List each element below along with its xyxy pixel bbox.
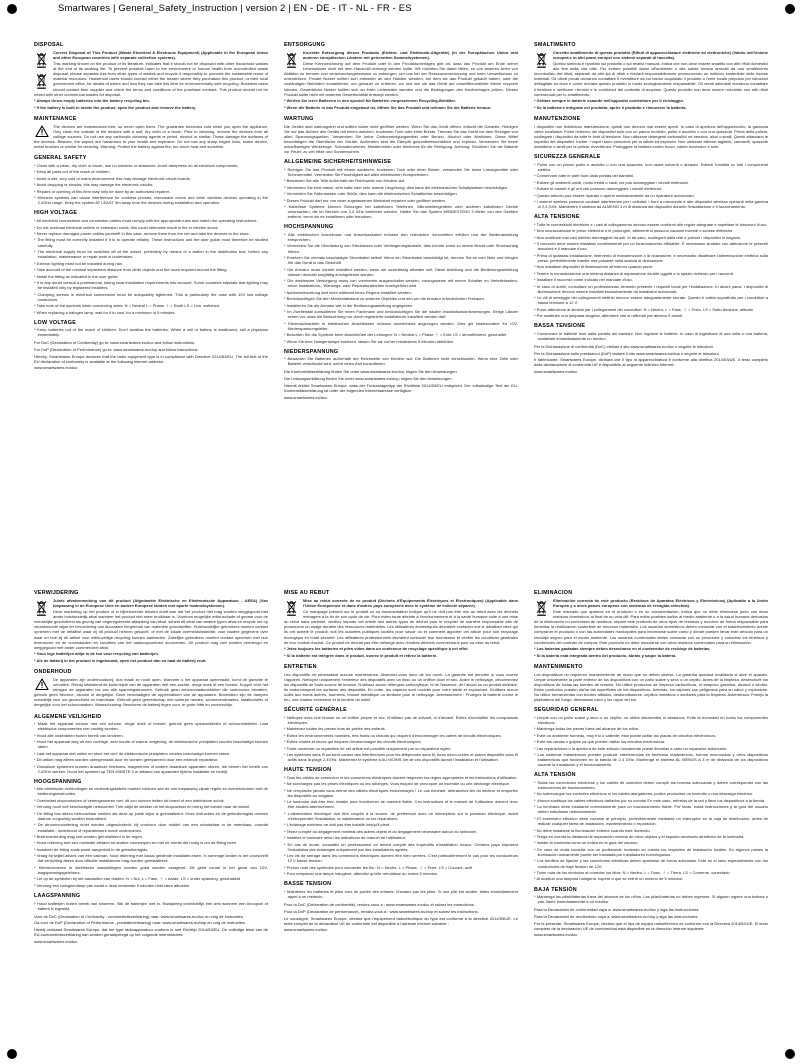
bullet-item: * Vervang een halogeenlamp pas nadat u deze tenminste 5 minuten hebt laten afkoelen. (34, 882, 191, 888)
note-line: * Se la batteria è integrata nel prodotto, aprire il prodotto e rimuovere la batteria. (534, 104, 687, 110)
bullet-item: * Non sostituire mai cavi elettrici danneggiati da soli. In tal caso, scollegarli dalla rete e portare i dispositivi in negozio. (534, 234, 742, 240)
body-paragraph: Questo simbolo è riportato sul prodotto o sui relativi manuali, indica che non deve essere smaltito con altri rifiuti domestici alla fine della vita utile. Per evitare possibili danni all'ambiente o alla salute umana arrecati da uno smaltimento incontrollato dei rifiuti, separarli da altri tipi di rifiuti e riciclarli responsabilmente promuovendo un riutilizzo sostenibile delle risorse materiali. Gli utenti privati dovranno contattare il rivenditore da cui hanno acquistato il prodotto o l'ente locale preposto per istruzioni dettagliate su dove e come riciclare questo prodotto in modo ecologicamente responsabile. Gli utenti aziendali dovranno contattare il fornitore e verificare i termini e le condizioni del contratto di acquisto. Questo prodotto non deve essere mischiato con altri rifiuti commerciali per lo smaltimento. (534, 61, 768, 97)
doc-url: www.smartwares.eu/doc (284, 394, 328, 400)
note-line: * Als de batterij in het product is ingebouwd, open het product dan en haal de batterij eruit. (34, 657, 207, 663)
bullet-item: * Per sostituire una lampada alogena, attendere che si raffreddi per almeno 5 minuti. (534, 313, 684, 319)
section-content-mantenimiento (534, 672, 768, 702)
section-title-hochspannung: HOCHSPANNUNG (284, 224, 334, 231)
footer-line: Para la Declaración de rendimiento vaya a: www.smartwares.eu/dop y siga las instrucciones. (534, 913, 699, 919)
bullet-item: * Do not overload electrical outlets or extension cords; this could otherwise result in fire or electric shock. (34, 224, 219, 230)
body-paragraph: The devices are maintenance-free, so never open them. The guarantee becomes void when you open the appliance. Only clean the outside of the devices with a soft, dry cloth or a brush. Prior to cleaning, remove the devices from all voltage sources. Do not use any carboxylic cleaning agents or petrol, alcohol or similar. These damage the surfaces of the devices. Besides, the vapors are hazardous to your health and explosive. Do not use any sharp edged tools, screw drivers, metal brushes or similar for cleaning. Warning: Protect the battery against fire, too much heat and sunshine. (34, 123, 268, 149)
bullet-item: * Vervang nooit zelf beschadigde netsnoeren! Trek altijd de stekker uit het stopcontact en breng het toestel naar de winkel. (34, 804, 251, 810)
section-title-maintenance: MAINTENANCE (34, 116, 77, 123)
bullet-item: * Ersetzen Sie niemals beschädigte Stromkabel selbst! Wenn ein Stromkabel beschädigt ist, trennen Sie es vom Netz und bringen Sie das Gerät in das Geschäft. (284, 255, 518, 266)
bullet-item: * Berücksichtigen Sie den Mindestabstand zu anderen Objekten und den um die Armatur erforderlichen Freiraum. (284, 296, 485, 302)
bullet-item: * Klemschroeven in elektrische aansluitingen moeten goed worden vastgezet. Dit geldt vooral in het geval van 12V-laagspanningsgeleiders. (34, 864, 268, 875)
doc-url: www.smartwares.eu/doc (34, 365, 78, 371)
footer-line: Pour la DoP (Déclaration de performance), rendez-vous à : www.smartwares.eu/dop et suivez les instructions. (284, 908, 479, 914)
section-content-niederspannung (284, 356, 518, 366)
section-content-mise-au-rebut (284, 598, 518, 659)
bullet-item: * Laat het apparaat niet vallen en stoot het niet; de elektronische printplaten zouden beschadigd kunnen raken. (34, 750, 231, 756)
bullet-item: * En cas de doute, consultez un professionnel en tenant compte des impératifs d'installation locaux. Certains pays imposent l'installation des éclairages uniquement par des installateurs agréés. (284, 841, 518, 852)
section-content-basse-tension (284, 889, 518, 899)
icon-stack (34, 678, 49, 691)
section-title-onderhoud: ONDERHOUD (34, 669, 72, 676)
doc-url: www.smartwares.eu/doc (284, 927, 328, 933)
section-title-s-curit-g-n-rale: SÉCURITÉ GÉNÉRALE (284, 707, 347, 714)
bullet-item: * Draadloze systemen kunnen draadloze telefoons, magnetrons of andere draadloze apparaten storen, die binnen het bereik van 2,4GHz werken. Houd het systeem op TEN MINSTE 3 m afstand van apparaten tijdens installatie en bedrijf. (34, 763, 268, 774)
section-title-basse-tension: BASSE TENSION (284, 881, 332, 888)
footer-line: For DoP (Declaration of Performance) go to: www.smartwares.eu/dop and follow instructions. (34, 347, 199, 353)
registration-mark-top-right (785, 4, 795, 14)
bullet-item: * Pulire con un panno pulito e asciutto o con una spazzola, non usare solventi o abrasivi. Evitare l'umidità su tutti i componenti elettrici. (534, 161, 768, 172)
body-paragraph: Los dispositivos no requieren mantenimiento de modo que no deben abrirse. La garantía quedará invalidada si abre el aparato. Limpie únicamente la parte exterior de los dispositivos con un paño suave y seco o un cepillo. Antes de la limpieza, desenchufe los dispositivos de todas las fuentes de tensión. No utilice productos de limpieza carboxílicos, ni tampoco gasolina, alcohol o similar. Estos productos pueden dañar las superficies de los dispositivos. Además, los vapores son peligrosos para su salud y explosivos. No utilice herramientas con bordes afilados, destornilladores, cepillos metálicos o similares para la limpieza. Advertencia: Proteja la pila/batería del fuego, demasiado calor y los rayos del sol. (534, 671, 768, 702)
body-paragraph: I dispositivi non richiedono manutenzione, quindi non devono mai essere aperti. In caso di apertura dell'apparecchio, la garanzia viene invalidata. Pulire l'esterno dei dispositivi solo con un panno morbido, pulito e asciutto o con una spazzola. Prima della pulizia, scollegare i dispositivi da tutte le fonti di tensione. Non utilizzare detergenti carbossilici né benzina, alcol o simili. Questi attaccano le superfici dei dispositivi. Inoltre, i vapori sono pericolosi per la salute ed esplosivi. Non utilizzare attrezzi taglienti, cacciaviti, spazzole metalliche o simili per la pulizia. Avvertenza: Proteggere la batteria contro fuoco, calore eccessivo e sole. (534, 123, 768, 149)
bullet-item: * When replacing a halogen lamp, wait for it to cool, for a minimum of 5 minutes. (34, 309, 176, 315)
section-content-smaltimento (534, 50, 768, 111)
bullet-item: * The electrical supply must be switched off at the outset, preferably by means of a switch in the distribution box, before any installation, maintenance or repair work is undertaken. (34, 249, 268, 260)
bullet-item: * If in any doubt consult a professional, taking local installation requirements into account. Some countries stipulate that lighting may be installed only by registered installers. (34, 279, 268, 291)
bullet-item: * La luminaria debe instalarse correctamente para un funcionamiento fiable. Por tanto, estas instrucciones y la guía del usuario deben estudiarse detenidamente. (534, 804, 768, 815)
section-content-maintenance (34, 124, 268, 151)
footer-line: Pour la DoC (Déclaration de conformité), rendez-vous à : www.smartwares.eu/doc et suivez les instructions. (284, 902, 475, 908)
lead-paragraph: Correct Disposal of This Product (Waste Electrical & Electronic Equipment) (Applicable in the European Union and other European countries with separate collection systems). (53, 49, 268, 60)
bullet-item: * Bewahren Sie Batterien außerhalb der Reichweite von Kindern auf. Die Batterien nicht verschlucken. Wenn eine Zelle oder Batterie verschluckt wird, sofort einen Arzt konsultieren. (284, 356, 518, 367)
icon-stack (34, 51, 49, 90)
weee-bin-icon (535, 599, 548, 617)
bullet-item: * Ne remplacez jamais vous-même des câbles électriques endommagés ! Le cas échéant, débranchez-les du secteur et emportez les dispositifs au magasin. (284, 787, 518, 798)
bullet-item: * Tenere in considerazione una minima distanza di separazione da altri oggetti e lo spazio richiesto per i raccordi. (534, 270, 734, 276)
section-title-alta-tensione: ALTA TENSIONE (534, 214, 580, 221)
bullet-item: * Wireless systems can cause interference for cordless phones, microwave ovens and other wireless devices operating in the 2.4GHz range. Keep the system AT LEAST 3m away from the devices during installation and operation. (34, 195, 268, 206)
bullet-item: * Maintenez toutes les pièces hors de portée des enfants. (284, 726, 386, 732)
bullet-item: * Repairs or opening of this item may only be done by an authorized repairer. (34, 188, 171, 194)
bullet-item: * Installare il raccordo come indicato nel manuale d'uso. (534, 277, 633, 283)
section-title-alta-tensi-n: ALTA TENSIÓN (534, 772, 576, 779)
section-title-haute-tension: HAUTE TENSION (284, 767, 332, 774)
icon-stack (534, 599, 549, 617)
bullet-item: * De fitting kan alleen betrouwbaar werken als deze op juiste wijze is geïnstalleerd. Deze instructies en de gebruikersgids moeten daarom zorgvuldig worden bestudeerd. (34, 810, 268, 821)
bullet-item: * Houd alle onderdelen buiten bereik van kinderen. (34, 732, 124, 738)
bullet-item: * Porre attenzione ai simboli per i collegamenti dei conduttori: N = Neutro, L = Fase, ⏚ = Terra, LS = Sotto tensione, attivato (534, 306, 754, 312)
header-title: Smartwares | General_Safety_Instruction | version 2 | EN - DE - IT - NL - FR - ES (58, 3, 412, 14)
bullet-item: * Conservare le batterie fuori dalla portata dei bambini. Non ingoiare le batterie. In caso di ingestione di una cella o una batteria, contattare immediatamente un medico. (534, 330, 768, 341)
section-content-disposal (34, 50, 268, 111)
weee-bin-icon (285, 599, 298, 617)
body-paragraph: Este marcado que aparece en el producto o en su documentación, indica que no debe eliminarse junto con otros residuos domésticos al final de su vida útil. Para evitar posibles daños al medio ambiente o a la salud humana derivados de la eliminación no controlada de residuos, separe este producto de otros tipos de residuos y recíclelo de forma responsable para fomentar la reutilización sostenible de recursos materiales. Los usuarios domésticos deben contactar con el establecimiento donde compraron el producto o con las autoridades municipales para informarse sobre cómo y dónde pueden llevar este artículo para un reciclaje seguro para el medio ambiente. Los usuarios comerciales deben contactar con su proveedor y consultar los términos y condiciones del contrato de compra. Este producto no debe mezclarse con otros residuos comerciales para su eliminación. (534, 609, 768, 645)
weee-bin-icon (35, 51, 48, 69)
language-footer (34, 914, 268, 944)
bullet-item: * Évitez chutes et chocs qui risquent d'endommager les circuits électroniques. (284, 739, 422, 745)
icon-stack (534, 51, 549, 69)
section-content-high-voltage (34, 218, 268, 315)
bullet-item: * No sobrecargue los enchufes eléctricos ni los cables alargadores; podría producirse un incendio o una descarga eléctrica. (534, 791, 753, 797)
footer-line: Voor de DoC (Declaration of Conformity - conformiteitsverklaring) naar: www.smartwares.eu/doc en volg de instructies. (34, 913, 244, 919)
column-2 (284, 42, 518, 1050)
section-title-general-safety: GENERAL SAFETY (34, 155, 87, 162)
section-title-eliminaci-n: ELIMINACIÓN (534, 590, 573, 596)
bullet-item: * Take note of the symbols when connecting wires: N = Neutral L = Phase ⏚ = Earth LS = Live, switched (34, 303, 219, 309)
lead-paragraph: Mise au rebut correcte de ce produit (Déchets d'Équipements Électriques et Électroniques) (Applicable dans l'Union Européenne et dans d'autres pays européens avec le système de collecte séparée). (303, 597, 518, 608)
note-line: * If the battery is built-in inside the product, open the product and remove the battery. (34, 104, 197, 110)
bullet-item: * Dieses Produkt darf nur von einer zugelassenen Werkstatt repariert oder geöffnet werden. (284, 197, 446, 203)
section-title-sicurezza-generale: SICUREZZA GENERALE (534, 154, 601, 160)
section-content-manutenzione (534, 124, 768, 149)
bullet-item: * Die elektrische Versorgung muss von vornherein ausgeschaltet werden, vorzugsweise mit einem Schalter im Verteilerkasten, bevor Installations-, Wartungs- oder Reparaturarbeiten durchgeführt wird. (284, 278, 518, 289)
bullet-item: * Vermeiden Sie eine nasse, sehr kalte oder sehr warme Umgebung; dies kann die elektronischen Schaltplatinen beschädigen. (284, 184, 509, 190)
bullet-item: * Außenbeleuchtung darf nicht während eines Regens installiert werden. (284, 289, 412, 295)
body-paragraph: Die Geräte sind wartungsfrei und sollten daher nicht geöffnet werden. Wenn Sie das Gerät öffnen, erlischt die Garantie. Reinigen Sie nur das Äußere des Geräts mit einem weichen, trockenen Tuch oder einer Bürste. Trennen Sie das Gerät vor dem Reinigen von allen Spannungsquellen. Verwenden Sie keine Carbonreinigungsmittel oder Benzin, Alkohol oder ähnliches. Diese Mittel beschädigen die Oberfläche der Geräte. Außerdem sind die Dämpfe gesundheitsschädlich und explosiv. Verwenden Sie keine scharfkantigen Werkzeuge, Schraubendreher, Metallbürsten oder ähnliches für die Reinigung. Achtung: Schützen Sie die Batterie vor Feuer, zu viel Hitze und Sonnenschein. (284, 123, 518, 154)
bullet-item: * Beachten Sie die Symbole beim Anschließen der Leitungen: N = Neutral L = Phase ⏚ = Erde LS = stromführend, geschaltet (284, 332, 507, 338)
bullet-item: * Evitare gli ambienti umidi, molto freddi o caldi; ciò può danneggiare i circuiti elettronici. (534, 179, 690, 185)
section-content-sicurezza-generale (534, 162, 768, 210)
bullet-item: * The fitting must be correctly installed if it is to operate reliably. These instructions and the user guide must therefore be studied carefully. (34, 237, 268, 248)
language-block-es (534, 590, 768, 939)
bullet-item: * Kabellose Systeme können Störungen bei kabellosen Telefonen, Mikrowellengeräten oder anderen kabellosen Geräte verursachen, die im Bereich von 2,4 GHz betrieben werden. Halten Sie das System MINDESTENS 3 Meter von den Geräten entfernt, wenn sie es installieren oder benutzen. (284, 204, 518, 220)
lead-paragraph: Juiste afvalverwerking van dit product (Afgedankte Elektrische en Elektronische Apparatuur - AEEA) (Van toepassing in de Europese Unie en andere Europese landen met aparte inzamelsystemen). (53, 597, 268, 608)
section-title-high-voltage: HIGH VOLTAGE (34, 210, 78, 217)
body-paragraph: Deze markering op het product of in bijbehorende teksten duidt aan dat het product niet mag worden weggegooid met ander huishoudelijk afval wanneer het product niet meer bruikbaar is. Voorkom mogelijke milieuschade of gevaar voor de menselijke gezondheid als gevolg van ongereguleerde afdanking van afval, scheid dit afval van andere typen afval en recycle het op verantwoorde wijze ter bevordering van duurzaam hergebruik van materiële grondstoffen. Huishoudelijke gebruikers moeten contact opnemen met de detaillist waar zij dit product hebben gekocht, of met de lokale overheidsinstantie, voor nadere gegevens over waar en hoe zij dit artikel voor milieuveilige recycling kunnen aanbieden. Zakelijke gebruikers moeten contact opnemen met hun leverancier en de voorwaarden en condities van het aankoopcontract doornemen. Dit product mag niet worden vermengd en weggegooid met ander commercieel afval. (34, 609, 268, 650)
bullet-item: * Maintenez les batteries et piles hors de portée des enfants. N'avalez pas les piles. Si une pile est avalée, faites immédiatement appel à un médecin. (284, 889, 518, 900)
section-title-mise-au-rebut: MISE AU REBUT (284, 590, 330, 596)
bullet-item: * Ne surchargez pas les prises électriques ou les rallonges. Vous risquez de provoquer un incendie ou une décharge électrique. (284, 781, 510, 787)
bullet-item: * Dit artikel mag alleen worden opengemaakt door en worden gerepareerd door een erkende reparateur. (34, 757, 219, 763)
language-block-en (34, 42, 268, 372)
bullet-item: * Installez le luminaire selon les indications du manuel de l'utilisateur. (284, 835, 406, 841)
bullet-item: * Conservare tutte le parti fuori dalla portata dei bambini. (534, 173, 635, 179)
section-title-algemene-veiligheid: ALGEMENE VEILIGHEID (34, 713, 102, 720)
bullet-item: * Le luminaire doit être bien installé pour fonctionner de manière fiable. Ces instructions et le manuel de l'utilisateur doivent donc être étudiés attentivement. (284, 799, 518, 810)
section-content-hoogspanning (34, 786, 268, 888)
bullet-item: * Im Zweifelsfall konsultieren Sie einen Fachmann und berücksichtigen Sie die lokalen Installationsanforderungen. Einige Länder sehen vor, dass die Beleuchtung nur durch registrierte Installateure installiert werden darf. (284, 309, 518, 320)
bullet-item: * In caso di dubbi, consultare un professionista, tenendo presente i requisiti locali per l'installazione. In alcuni paesi, i dispositivi di illuminazione devono essere installati esclusivamente da installatori autorizzati. (534, 283, 768, 294)
bullet-item: * Buitenverlichting mag niet worden geïnstalleerd in de regen. (34, 833, 143, 839)
doc-url: www.smartwares.eu/doc (34, 938, 78, 944)
bullet-item: * Avoid dropping or shocks; this may damage the electronic circuits. (34, 182, 154, 188)
section-content-alta-tensione (534, 222, 768, 319)
bullet-item: * Maak het apparaat schoon met een schone, droge doek of borstel, gebruik geen oplosmiddelen of schuurmiddelen. Laat elektrische componenten niet vochtig worden. (34, 721, 268, 732)
bullet-item: * Tutte le connessioni elettriche e i cavi di collegamento devono essere conformi alle regole adeguate e rispettare le istruzioni d'uso. (534, 221, 768, 227)
bullet-item: * Keep all parts out of the reach of children. (34, 169, 111, 175)
bullet-item: * Clamping screws in electrical connections must be adequately tightened. This is particularly the case with 12V low voltage conductors. (34, 291, 268, 302)
bullet-item: * Avoid a wet, very cold or warm environment; this may damage electronic circuit boards. (34, 175, 191, 181)
section-content-baja-tensi-n (534, 894, 768, 904)
note-line: * Wenn die Batterie in das Produkt eingebaut ist, öffnen Sie das Produkt und nehmen Sie die Batterie heraus. (284, 104, 492, 110)
section-content-entsorgung (284, 50, 518, 111)
icon-stack (34, 599, 49, 617)
bullet-item: * Los sistemas inalámbricos pueden producir interferencias en teléfonos inalámbricos, hornos microondas y otros dispositivos inalámbricos que funcionen en la banda de 2,4 GHz. Mantenga el sistema AL MENOS A 3 m de distancia de los dispositivos durante la instalación y el funcionamiento. (534, 752, 768, 768)
bullet-item: * Die Armatur muss korrekt installiert werden, wenn sie zuverlässig arbeiten soll. Diese Anleitung und die Bedienungsanleitung müssen deshalb sorgfältig durchgelesen werden. (284, 266, 518, 277)
section-title-allgemeine-sicherheitshinweise: ALLGEMEINE SICHERHEITSHINWEISE (284, 159, 392, 166)
section-title-wartung: WARTUNG (284, 116, 314, 123)
bullet-item: * Toute ouverture ou réparation de cet article est possible uniquement par un réparateur agréé. (284, 745, 452, 751)
bullet-item: * Bewahren Sie alle Teile außerhalb der Reichweite von Kindern auf. (284, 178, 406, 184)
bullet-item: * Évitez les environnements humides, très froids ou chauds qui risquent d'endommager les cartes de circuits électroniques. (284, 732, 502, 738)
section-title-smaltimento: SMALTIMENTO (534, 42, 576, 48)
bullet-item: * Keep batteries out of the reach of children. Don't swallow the batteries. When a cell or battery is swallowed, call a physician immediately. (34, 327, 268, 338)
bullet-item: * Overbelast stopcontacten of verlengsnoeren niet; dit zou kunnen leiden tot brand of een elektrische schok. (34, 797, 225, 803)
bullet-item: * Never replace damaged power cables yourself! In this case, remove them from the net and take the devices to the store. (34, 231, 250, 237)
bullet-item: * Vraag bij twijfel advies van een vakman, houd rekening met lokaal geldende installatie-eisen. In sommige landen is het voorschrift dat verlichting alleen door officiële installateurs mag worden geïnstalleerd. (34, 853, 268, 864)
body-paragraph: Ce marquage présent sur le produit ou sa documentation indique qu'il ne doit pas être mis au rebut avec les déchets ménagers à la fin de son cycle de vie. Pour éviter toute atteinte à l'environnement et à la santé humaine suite à une mise au rebut sans contrôle, veuillez séparer cet article des autres types de déchet pour le recycler de manière responsable afin de promouvoir un usage durable des ressources matérielles. Les utilisateurs domestiques devraient contacter soit le détaillant chez qui ils ont acheté le produit, soit les autorités publiques locales pour savoir où et comment apporter cet article pour son recyclage écologique en toute sécurité. Les utilisateurs professionnels devraient contacter leur fournisseur et vérifier les conditions générales de leur contrat d'achat. Ce produit ne devrait pas être mélangé avec d'autres déchets commerciaux pour sa mise au rebut. (284, 609, 518, 645)
bullet-item: * Non sovraccaricare le prese elettriche o le prolunghe, altrimenti si possono causare incendi o scosse elettriche. (534, 228, 734, 234)
section-content-bassa-tensione (534, 331, 768, 341)
bullet-item: * Clean with a clean, dry cloth or brush, use no solvents or abrasives. Avoid dampness on all electrical components. (34, 162, 239, 168)
bullet-item: * Reinigen Sie das Produkt mit einem sauberen, trockenen Tuch oder einer Bürste, verwenden Sie keine Lösungsmittel oder Scheuermittel. Vermeiden Sie Feuchtigkeit auf allen elektrischen Komponenten. (284, 166, 518, 177)
note-line: * Always throw empty batteries into the battery recycling bin. (34, 98, 150, 104)
bullet-item: * No debe instalarse la iluminación exterior cuando esté lloviendo. (534, 827, 651, 833)
bullet-item: * Limpie con un paño suave y seco o un cepillo; no utilice disolventes ni abrasivos. Evite la humedad en todos los componentes eléctricos. (534, 714, 768, 725)
registration-mark-bottom-left (7, 1049, 17, 1059)
bullet-item: * Le viti di serraggio dei collegamenti elettrici devono essere adeguatamente serrate. Questo è valido soprattutto per i conduttori a bassa tensione a 12 V. (534, 295, 768, 306)
bullet-item: * Exterior lighting must not be installed during rain. (34, 260, 124, 266)
bullet-item: * Questo articolo può essere riparato o aperto esclusivamente da un riparatore autorizzato. (534, 192, 695, 198)
bullet-item: * Non installare dispositivi di illuminazione all'esterno quando piove. (534, 264, 654, 270)
section-title-entretien: ENTRETIEN (284, 664, 317, 671)
bullet-item: * Prima di qualsiasi installazione, intervento di manutenzione o di riparazione, è necessario disattivare l'alimentazione elettrica sulla presa, preferibilmente tramite una pulsante nella scatola di derivazione. (534, 252, 768, 263)
bullet-item: * I sistemi wireless possono causare interferenze per i cellulari, i forni a microonde e altri dispositivi wireless operanti nella gamma di 2,4 GHz. Mantenere il sistema ad ALMENO 3 m di distanza dai dispositivi durante l'installazione e il funzionamento. (534, 199, 768, 210)
footer-line: Per la Dichiarazione di conformità (DoC) visitare il sito www.smartwares.eu/doc e seguire le istruzioni. (534, 344, 714, 350)
warning-triangle-icon (35, 125, 49, 138)
section-title-verwijdering: VERWIJDERING (34, 590, 79, 596)
section-content-general-safety (34, 163, 268, 206)
bullet-item: * De stroomvoorziening moet worden uitgeschakeld, bij voorkeur door middel van een schakelaar in de meterkast, voordat installatie-, onderhoud of reparatiewerk wordt ondernomen. (34, 822, 268, 833)
note-line: * Gettare sempre le batterie esaurite nell'apposito contenitore per il riciclaggio. (534, 98, 684, 104)
weee-bin-icon (285, 51, 298, 69)
bullet-item: * Let op de symbolen bij het aansluiten van draden: N = Nul, L = Fase, ⏚ = Aarde, LS = onder spanning, geschakeld (34, 876, 241, 882)
bullet-item: * Alle elektrischen Anschlüsse und Anschlusskabel müssen den relevanten Vorschriften erfüllen und der Bedienanleitung entsprechen. (284, 231, 518, 242)
columns-container (34, 42, 768, 1050)
section-title-mantenimiento: MANTENIMIENTO (534, 664, 583, 671)
footer-line: Die Konformitätserklärung finden Sie unter www.smartwares.eu/doc; folgen Sie den Anweisungen. (284, 369, 458, 375)
bullet-item: * Prenez note des symboles pour connecter les fils : N = Neutre, L = Phase, ⏚ = Terre, LS = Courant, actif (284, 864, 473, 870)
bullet-item: * El suministro eléctrico debe cortarse al principio, preferiblemente mediante un interruptor en la caja de distribución, antes de realizar cualquier tarea de instalación, mantenimiento o reparación. (534, 815, 768, 827)
bullet-item: * Houd het apparaat weg uit een vochtige, zeer koude of warme omgeving; de elektronische printplaten zouden beschadigd kunnen raken. (34, 739, 268, 750)
language-block-fr (284, 590, 518, 934)
column-3 (534, 42, 768, 1050)
icon-stack (284, 599, 299, 617)
section-title-seguridad-general: SEGURIDAD GENERAL (534, 707, 599, 714)
section-content-alta-tensi-n (534, 780, 768, 882)
bullet-item: * Houd batterijen buiten bereik van kinderen. Slik de batterijen niet in. Raadpleeg onmiddellijk een arts wanneer een knoopcel of batterij is ingeslikt. (34, 900, 268, 911)
section-title-laagspanning: LAAGSPANNING (34, 893, 81, 900)
section-content-onderhoud (34, 677, 268, 709)
bullet-item: * Il raccordo deve essere installato correttamente per un funzionamento affidabile. È necessario studiare con attenzione le presenti istruzioni e il manuale d'uso. (534, 241, 768, 252)
bullet-item: * Tome nota de los símbolos al conectar los hilos: N = Neutro, L = Fase, ⏚ = Tierra, LS = Corriente, conectado (534, 870, 730, 875)
bullet-item: * Mantenga todas las piezas fuera del alcance de los niños. (534, 726, 640, 732)
bullet-item: * Installeer de fitting zoals wordt aangeduid in de gebruikersgids. (34, 846, 149, 852)
bullet-item: * Houd rekening met een minimale afstand tot andere voorwerpen en met de ruimte die nodig is om de fitting heen. (34, 840, 238, 846)
section-content-verwijdering (34, 598, 268, 665)
bullet-item: * En caso de duda consulte con un profesional, teniendo en cuenta los requisitos de instalación locales. En algunos países la iluminación únicamente puede ser instalada por instaladores homologados. (534, 846, 768, 857)
section-content-low-voltage (34, 327, 268, 337)
language-footer (534, 344, 768, 374)
icon-stack (284, 51, 299, 69)
section-title-bassa-tensione: BASSA TENSIONE (534, 323, 586, 330)
note-line: * Jetez toujours les batteries et piles vides dans un conteneur de recyclage spécifique à cet effet. (284, 646, 469, 652)
bullet-item: * Take account of the minimal separation distance from other objects and the room required around the fitting. (34, 267, 228, 273)
section-content-eliminaci-n (534, 598, 768, 659)
section-title-manutenzione: MANUTENZIONE (534, 116, 581, 123)
bullet-item: * Tenga en cuenta la distancia de separación mínima de otros objetos y el espacio necesario alrededor de la luminaria. (534, 833, 745, 839)
note-line: * Las baterías gastadas siempre deben desecharse en el contenedor de reciclaje de baterías. (534, 646, 711, 652)
section-content-seguridad-general (534, 715, 768, 768)
bullet-item: * Tenez compte du dégagement minimal des autres objets et du dégagement nécessaire autour du luminaire. (284, 828, 478, 834)
doc-url: www.smartwares.eu/doc (534, 369, 578, 375)
bullet-item: * Las reparaciones o la apertura de este artículo únicamente puede llevarlas a cabo un reparador autorizado. (534, 745, 728, 751)
body-paragraph: Les dispositifs ne nécessitent aucune maintenance. Abstenez-vous donc de les ouvrir. La garantie est annulée si vous ouvrez l'appareil. Nettoyez uniquement l'extérieur des dispositifs avec un tissu ou un chiffon doux et sec. Avant le nettoyage, déconnectez les dispositifs de toute source de tension. N'utilisez aucun détergent carboxylique, ni de l'essence, de l'alcool ou un produit similaire. Ils endommagent les surfaces des dispositifs. En outre, les vapeurs sont nocives pour votre santé et explosives. N'utilisez aucun outils aux bords acérés, tournevis, brosse métallique ou similaire pour le nettoyage. Avertissement : Protégez la batterie contre le feu, une chaleur excessive et la lumière du soleil. (284, 671, 518, 702)
icon-stack (34, 125, 49, 138)
section-content-algemene-veiligheid (34, 721, 268, 774)
doc-url: www.smartwares.eu/doc (534, 932, 578, 938)
bullet-item: * L'éclairage extérieur ne doit pas être installé lorsqu'il pleut. (284, 822, 391, 828)
bullet-item: * Install the fitting as indicated in the user guide. (34, 273, 119, 279)
footer-line: Para la Declaración de conformidad vaya a: www.smartwares.eu/doc y siga las instrucciones. (534, 907, 700, 913)
weee-bin-icon (35, 599, 48, 617)
section-title-niederspannung: NIEDERSPANNUNG (284, 348, 339, 355)
footer-line: Hierbij verklaart Smartwares Europe, dat het type radioapparatuur conform is met Richtlijn 2014/53/EU. De volledige tekst van de EU-conformiteitsverklaring kan worden geraadpleegd op het volgende internetadres: (34, 927, 268, 938)
registration-mark-bottom-right (785, 1049, 795, 1059)
bullet-item: * Installieren Sie die Armatur wie in der Bedienungsanleitung angegeben. (284, 302, 414, 308)
language-footer (534, 907, 768, 937)
section-content-laagspanning (34, 901, 268, 911)
bullet-item: * Vermeiden Sie die Überlastung von Steckdosen oder Verlängerungskabeln; dies könnte sonst zu einem Brand oder Stromschlag führen. (284, 243, 518, 254)
body-paragraph: Diese Kennzeichnung auf dem Produkt oder in den Produktunterlagen gibt an, dass das Produkt am Ende seiner Lebensdauer nicht mit dem Hausmüll entsorgt werden sollte. Wir möchten Sie daher bitten, es von anderen Arten von Abfällen zu trennen und verantwortungsbewusst zu entsorgen, um uns bei der Ressourcenschonung und beim Umweltschutz zu unterstützen. Private Nutzer sollten sich entweder an den Händler wenden, bei dem sie das Produkt gekauft haben, oder die zuständigen Behörden kontaktieren, um genauer zu erfahren, wo und wie sie das Gerät auf umweltfreundliche Weise recyceln können. Gewerbliche Nutzer sollten sich an ihren Lieferanten wenden und die Bedingungen des Kaufvertrages prüfen. Dieses Produkt sollte nicht mit anderem Gewerbeabfall entsorgt werden. (284, 61, 518, 97)
section-title-entsorgung: ENTSORGUNG (284, 42, 326, 48)
note-line: * Werfen Sie leere Batterien in den speziell für Batterien vorgesehenen Recycling-Behälter. (284, 98, 456, 104)
bullet-item: * Wenn Sie eine Halogenlampe ersetzen, lassen Sie sie vorher mindestens 5 Minuten abkühlen. (284, 338, 455, 344)
bullet-item: * Tous les câbles de connexion et les connexions électriques doivent respecter les règles appropriées et les instructions d'utilisation. (284, 774, 518, 780)
bullet-item: * Al sustituir una lámpara halógena, espere a que se enfríe un mínimo de 5 minutos. (534, 876, 683, 882)
footer-line: Per la Dichiarazione sulle prestazioni (DoP) visitare il sito www.smartwares.eu/dop e seguire le istruzioni. (534, 350, 720, 356)
weee-bin-icon (535, 51, 548, 69)
bullet-item: * Evitare le cadute e gli urti che possono danneggiare i circuiti elettronici. (534, 186, 663, 192)
language-block-nl (34, 590, 268, 946)
column-1 (34, 42, 268, 1050)
note-line: * Si la batterie est intégrée dans le produit, ouvrez le produit et retirez la batterie. (284, 652, 438, 658)
section-content-s-curit-g-n-rale (284, 715, 518, 763)
footer-line: Ga voor de DoP (Declaration of Performance - prestatieverklaring) naar: www.smartwares.eu/dop en volg de instructies. (34, 920, 247, 926)
footer-line: Hereby, Smartwares Europe declares that the radio equipment type is in compliance with Directive 2014/53/EU. The full text of the EU declaration of conformity is available at the following internet address: (34, 353, 268, 364)
bullet-item: * Instale la luminaria como se indica en la guía del usuario. (534, 840, 639, 846)
footer-line: For DoC (Declaration of Conformity) go to: www.smartwares.eu/doc and follow instructions. (34, 340, 196, 346)
note-line: * Si la batería está integrada dentro del producto, ábralo y saque la batería. (534, 652, 677, 658)
bullet-item: * Alle elektrische verbindingen en verbindingskabels moeten voldoen aan de van toepassing zijnde regels en overeenkomen met de bedieningsinstructies. (34, 786, 268, 797)
language-block-de (284, 42, 518, 401)
registration-mark-top-left (7, 4, 17, 14)
lead-paragraph: Eliminación correcta de este producto (Residuos de Aparatos Eléctricos y Electrónicos) (Aplicable a la Unión Europea y a otros países europeos con sistemas de recogida selectiva). (553, 597, 768, 608)
footer-line: Por la presente, Smartwares Europe, declara que el tipo de equipo radioeléctrico es conforme con la Directiva 2014/53/UE. El texto completo de la declaración UE de conformidad está disponible en la dirección Internet siguiente: (534, 920, 768, 931)
bullet-item: * Mantenga las pilas/baterías fuera del alcance de los niños. Las pilas/baterías no deben ingerirse. Si alguien ingiere una batería o pila, llame inmediatamente a un médico. (534, 894, 768, 905)
section-content-entretien (284, 672, 518, 702)
language-footer (284, 902, 518, 932)
warning-triangle-icon (35, 678, 49, 691)
bullet-item: * Pour remplacer une lampe halogène, attendez qu'elle refroidisse au moins 5 minutes. (284, 871, 438, 877)
bullet-item: * Evite las caídas o golpes ya que pueden dañar los circuitos electrónicos. (534, 739, 666, 745)
footer-line: Die Leistungserklärung finden Sie unter www.smartwares.eu/dop; folgen Sie den Anweisungen. (284, 376, 453, 382)
section-content-wartung (284, 124, 518, 154)
weee-bin-icon (35, 72, 48, 90)
language-block-it (534, 42, 768, 376)
section-title-baja-tensi-n: BAJA TENSIÓN (534, 886, 577, 893)
section-title-hoogspanning: HOOGSPANNING (34, 778, 82, 785)
lead-paragraph: Corretto smaltimento di questo prodotto (Rifiuti di apparecchiature elettriche ed elettroniche) (Valido nell'Unione europea e in altri paesi europei con sistemi separati di raccolta). (553, 49, 768, 60)
bullet-item: * L'alimentation électrique doit être coupée à la source, de préférence avec un interrupteur sur le panneau électrique, avant d'entreprendre l'installation, la maintenance ou les réparations. (284, 810, 518, 821)
section-content-allgemeine-sicherheitshinweise (284, 167, 518, 220)
note-line: * Gooi lege batterijen altijd in de ton voor recycling van batterijen. (34, 651, 159, 657)
bullet-item: * Evite un ambiente húmedo, muy frío o caliente; esto puede dañar las placas de circuitos electrónicos. (534, 732, 717, 738)
section-title-disposal: DISPOSAL (34, 42, 64, 48)
language-footer (284, 369, 518, 399)
section-content-haute-tension (284, 775, 518, 877)
section-content-hochspannung (284, 232, 518, 344)
body-paragraph: De apparaten zijn onderhoudsvrij, dus maak ze nooit open. Wanneer u het apparaat openmaakt, komt de garantie te vervallen. Reinig uitsluitend de buitenzijde van de apparaten met een zachte, droge doek of een borstel. Koppel vóór het reinigen de apparaten los van alle spanningsbronnen. Gebruik geen schoonmaakmiddelen die carbonzuur bevatten, gebruik geen benzine, alcohol of dergelijke. Deze beschadigen de oppervlakken van de apparaten. Bovendien zijn de dampen schadelijk voor uw gezondheid en brandbaar. Gebruik geen gereedschap met scherpe randen, schroevendraaiers, staalborstels of dergelijke voor het schoonmaken. Waarschuwing: Bescherm de batterij tegen vuur, te grote hitte en zonneschijn. (34, 676, 268, 708)
bullet-item: * Vermeiden Sie Fallenlassen oder Stöße; dies kann die elektronischen Schaltkreise beschädigen. (284, 191, 458, 197)
footer-line: Hiermit erklärt Smartwares Europe, dass der Funkanlagentyp der Richtlinie 2014/53/EU entspricht. Der vollständige Text der EU-Konformitätserklärung ist unter der folgenden Internetadresse verfügbar: (284, 382, 518, 393)
footer-line: Le soussigné, Smartwares Europe, déclare que l'équipement radioélectrique du type est conforme à la directive 2014/53/UE. Le texte complet de la déclaration UE de conformité est disponible à l'adresse internet suivante : (284, 915, 518, 926)
footer-line: Il fabbricante, Smartwares Europe, dichiara che il tipo di apparecchiatura è conforme alla direttiva 2014/53/UE. Il testo completo della dichiarazione di conformità UE è disponibile al seguente indirizzo Internet: (534, 357, 768, 368)
language-footer (34, 340, 268, 370)
bullet-item: * Les systèmes sans fil peuvent causer des interférences pour les téléphones sans fil, fours micro-ondes et autres dispositifs sans fil actifs dans la plage 2,4GHz. Maintenez le système à AU MOINS 3m de ces dispositifs durant l'installation et l'utilisation. (284, 752, 518, 763)
lead-paragraph: Korrekte Entsorgung dieses Produkts (Elektro- und Elektronik-Altgeräte) (In der Europäischen Union und anderen europäischen Ländern mit getrenntem Sammelsystemen). (303, 49, 518, 60)
bullet-item: * Les vis de serrage dans les connexions électriques doivent être bien serrées. C'est particulièrement le cas pour les conducteurs 12 V basse tension. (284, 853, 518, 864)
bullet-item: * ¡Nunca sustituya los cables eléctricos dañados por su cuenta! En este caso, retírelos de la red y lleve los dispositivos a la tienda. (534, 797, 766, 803)
section-title-low-voltage: LOW VOLTAGE (34, 319, 77, 326)
bullet-item: * Klemmschrauben in elektrischen Anschlüssen müssen ausreichend angezogen werden. Dies gilt insbesondere für 12V-Niederspannungsleiter. (284, 320, 518, 331)
bullet-item: * All electrical connections and connection cables must comply with the appropriate rules and match the operating instructions. (34, 218, 258, 224)
bullet-item: * Los tornillos de fijación y las conexiones eléctricas deben apretarse de forma adecuada. Este es el caso especialmente con los conductores de baja tensión de 12V. (534, 858, 768, 869)
body-paragraph: This marking shown on the product or its literature, indicates that it should not be disposed with other household wastes at the end of its working life. To prevent possible harm to the environment or human health from uncontrolled waste disposal, please separate this from other types of wastes and recycle it responsibly to promote the sustainable reuse of material resources. Household users should contact either the retailer where they purchased this product, or their local government office, for details of where and how they can take this item for environmentally safe recycling. Business users should contact their supplier and check the terms and conditions of the purchase contract. This product should not be mixed with other commercial wastes for disposal. (34, 61, 268, 97)
bullet-item: * Todas las conexiones eléctricas y los cables de conexión deben cumplir las normas adecuadas y deben corresponder con las instrucciones de funcionamiento. (534, 779, 768, 790)
bullet-item: * Nettoyez avec une brosse ou un chiffon propre et sec. N'utilisez pas de solvant, ni d'abrasif. Évitez d'humidifier les composants électriques. (284, 714, 518, 725)
